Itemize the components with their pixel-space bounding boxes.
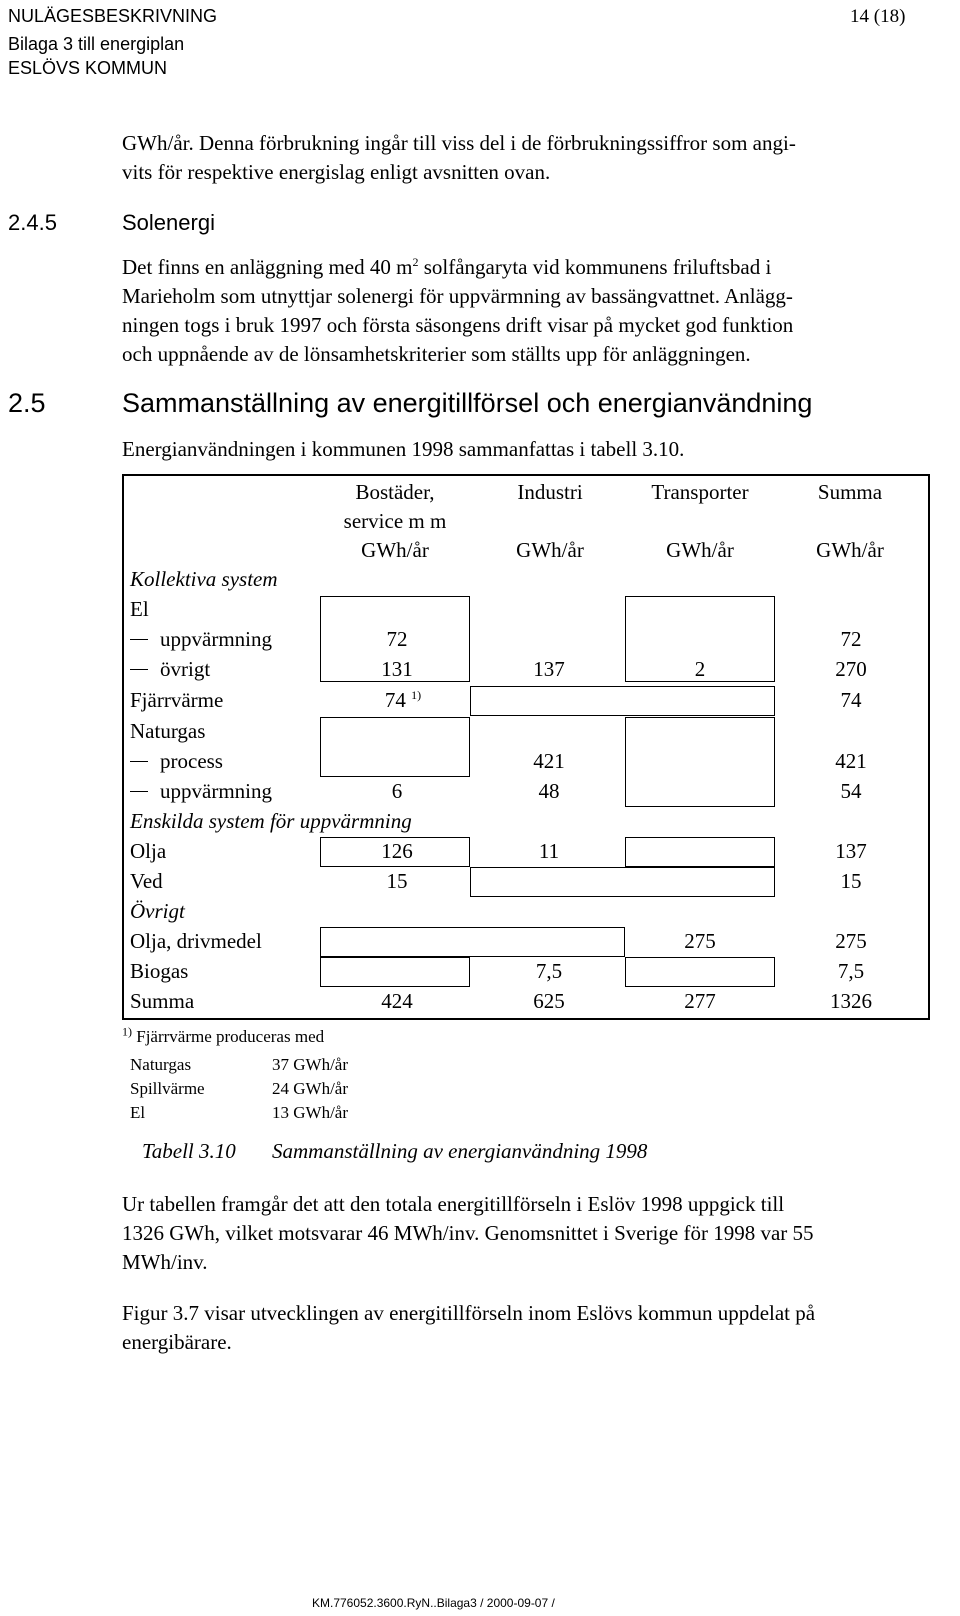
section-number-2-4-5: 2.4.5 (8, 210, 57, 235)
conclusion-line-5: energibärare. (122, 1330, 232, 1354)
footnote-heading: $^{1)}$ Fjärrvärme produceras med (122, 1024, 325, 1046)
cell-value: 137 (533, 657, 565, 681)
col-header-bostader: Bostäder, service m m GWh/år (343, 480, 447, 562)
row-label-el-ovrigt: övrigt (130, 657, 210, 681)
cell-value-fjarrvarme: 74 $^{1)}$ (384, 688, 422, 712)
cell-box (320, 717, 470, 777)
solenergi-line-4: och uppnående av de lönsamhetskriterier som ställts upp för anläggningen. (122, 342, 751, 366)
section-number-2-5: 2.5 (8, 388, 46, 418)
solenergi-line-3: ningen togs i bruk 1997 och första säsongens drift visar på mycket god funktion (122, 313, 794, 337)
table-caption-text: Sammanställning av energianvändning 1998 (272, 1139, 648, 1163)
row-label-fjarrvarme: Fjärrvärme (130, 688, 224, 712)
dash-icon (130, 791, 148, 792)
cell-value: 2 (694, 657, 706, 681)
intro-line-2: vits för respektive energislag enligt avsnitten ovan. (122, 160, 551, 184)
conclusion-line-4: Figur 3.7 visar utvecklingen av energitillförseln inom Eslövs kommun uppdelat på (122, 1301, 816, 1325)
page-footer: KM.776052.3600.RyN..Bilaga3 / 2000-09-07 / (312, 1596, 555, 1610)
row-label-ng-process: process (130, 749, 223, 773)
cell-value: 54 (840, 779, 862, 803)
cell-value: 72 (386, 627, 408, 651)
row-label-el-uppvarmning: uppvärmning (130, 627, 272, 651)
cell-value: 15 (386, 869, 408, 893)
cell-box (470, 686, 775, 716)
cell-value: 270 (835, 657, 867, 681)
cell-box (470, 867, 775, 897)
cell-value: 275 (835, 929, 867, 953)
cell-box (625, 837, 775, 867)
col-header-industri: Industri GWh/år (516, 480, 584, 562)
cell-value: 275 (684, 929, 716, 953)
cell-value: 126 (381, 839, 413, 863)
footnote-item-value: 37 GWh/år (272, 1055, 349, 1074)
section-title-solenergi: Solenergi (122, 210, 215, 235)
footnote-item-value: 24 GWh/år (272, 1079, 349, 1098)
cell-value: 48 (538, 779, 560, 803)
col-header-summa: Summa GWh/år (816, 480, 884, 562)
conclusion-line-1: Ur tabellen framgår det att den totala energitillförseln i Eslöv 1998 uppgick till (122, 1192, 785, 1216)
cell-value: 72 (840, 627, 862, 651)
footnote-item-name: Naturgas (130, 1055, 192, 1074)
intro-line-1: GWh/år. Denna förbrukning ingår till viss del i de förbrukningssiffror som angi- (122, 131, 796, 155)
cell-value: 424 (381, 989, 413, 1013)
conclusion-line-2: 1326 GWh, vilket motsvarar 46 MWh/inv. Genomsnittet i Sverige för 1998 var 55 (122, 1221, 814, 1245)
header-title: NULÄGESBESKRIVNING (8, 6, 218, 26)
row-label-ved: Ved (130, 869, 163, 893)
footnote-item-name: El (130, 1103, 146, 1122)
table-caption-label: Tabell 3.10 (142, 1139, 236, 1163)
dash-icon (130, 669, 148, 670)
col-header-transporter: Transporter GWh/år (651, 480, 749, 562)
row-group-ovrigt: Övrigt (130, 899, 185, 923)
footnote-item-value: 13 GWh/år (272, 1103, 349, 1122)
cell-box (625, 717, 775, 807)
cell-box (320, 927, 625, 957)
row-label-biogas: Biogas (130, 959, 189, 983)
row-label-naturgas: Naturgas (130, 719, 206, 743)
header-org: ESLÖVS KOMMUN (8, 58, 168, 78)
cell-value: 15 (840, 869, 862, 893)
section-lead: Energianvändningen i kommunen 1998 sammanfattas i tabell 3.10. (122, 437, 685, 461)
cell-value: 74 (840, 688, 862, 712)
cell-value: 277 (684, 989, 716, 1013)
row-label-olja-drivmedel: Olja, drivmedel (130, 929, 262, 953)
row-group-kollektiva: Kollektiva system (130, 567, 278, 591)
cell-box (625, 957, 775, 987)
cell-value: 421 (533, 749, 565, 773)
cell-value: 7,5 (535, 959, 563, 983)
row-group-enskilda: Enskilda system för uppvärmning (130, 809, 412, 833)
cell-value: 1326 (830, 989, 872, 1013)
cell-value: 625 (533, 989, 565, 1013)
header-subtitle: Bilaga 3 till energiplan (8, 34, 185, 54)
conclusion-line-3: MWh/inv. (122, 1250, 208, 1274)
dash-icon (130, 639, 148, 640)
solenergi-line-1: Det finns en anläggning med 40 $m^2$ solfångaryta vid kommunens friluftsbad i (122, 255, 772, 279)
cell-value: 131 (381, 657, 413, 681)
solenergi-line-2: Marieholm som utnyttjar solenergi för uppvärmning av bassängvattnet. Anlägg- (122, 284, 793, 308)
row-label-summa: Summa (130, 989, 195, 1013)
row-label-olja: Olja (130, 839, 167, 863)
cell-value: 11 (538, 839, 560, 863)
page-number: 14 (18) (850, 6, 906, 27)
cell-value: 421 (835, 749, 867, 773)
row-label-ng-uppvarmning: uppvärmning (130, 779, 272, 803)
cell-value: 137 (835, 839, 867, 863)
cell-value: 6 (391, 779, 403, 803)
cell-value: 7,5 (837, 959, 865, 983)
row-label-el: El (130, 597, 149, 621)
section-title-sammanstallning: Sammanställning av energitillförsel och energianvändning (122, 388, 813, 418)
cell-box (320, 957, 470, 987)
dash-icon (130, 761, 148, 762)
footnote-item-name: Spillvärme (130, 1079, 205, 1098)
